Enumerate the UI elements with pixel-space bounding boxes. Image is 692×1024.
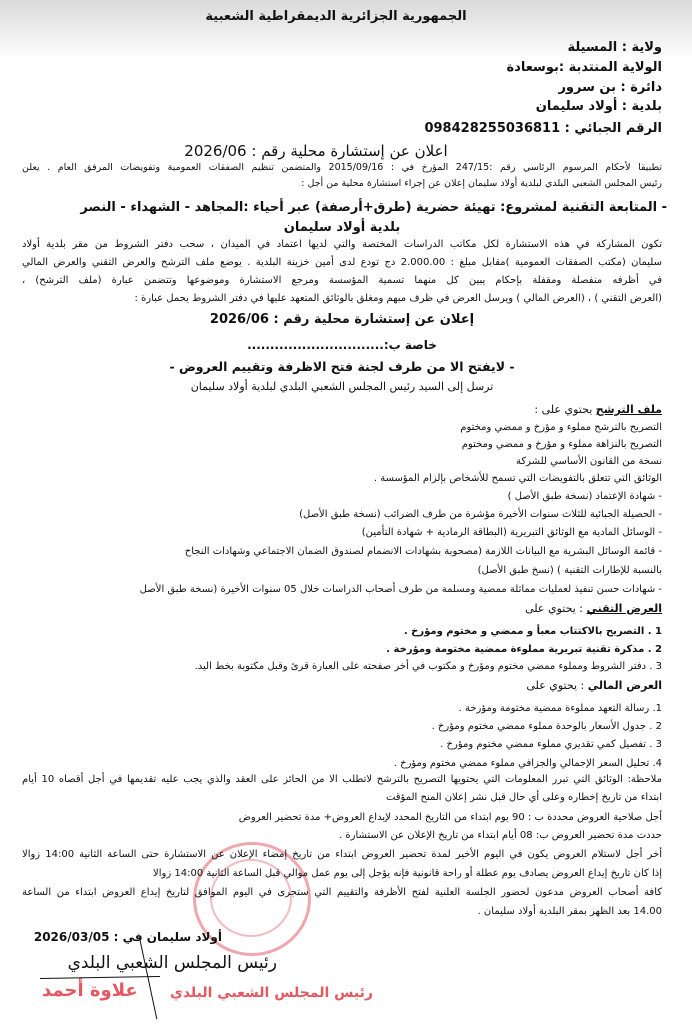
candidacy-item: بالنسبة للإطارات التقنية ) (نسخ طبق الأصل) — [477, 565, 662, 576]
envelope-notice: - لايفتح الا من طرف لجنة فتح الاظرفة وتقييم العروض - — [169, 359, 515, 374]
note-line: أجل صلاحية العروض محددة ب : 90 يوم ابتداء من التاريخ المحدد لإيداع العروض+ مدة تحضير العروض — [238, 812, 662, 823]
candidacy-heading-line — [22, 402, 662, 418]
daira: دائرة : بن سرور — [558, 80, 662, 95]
financial-heading-line — [22, 678, 662, 694]
note-line: أخر أجل لاستلام العروض يكون في اليوم الأخير لمدة تحضير العروض ابتداء من تاريخ إمضاء الإعلان عن الاستشارة حتى الساعة الثانية 14:00 زوالا — [22, 849, 662, 860]
participation-line: تكون المشاركة في هذه الاستشارة لكل مكاتب الدراسات المختصة والتي لديها اعتماد في الميدان ، سحب دفتر الشروط من مقر بلدية أولاد — [22, 239, 662, 250]
republic-heading: الجمهورية الجزائرية الديمقراطية الشعبية — [205, 9, 467, 24]
wilaya: ولاية : المسيلة — [567, 40, 662, 55]
candidacy-item: - الحصيلة الجبائية للثلاث سنوات الأخيرة مؤشرة من طرف الضرائب (نسخة طبق الأصل) — [299, 509, 662, 520]
financial-contains: : يحتوي على — [526, 679, 585, 692]
stamp-role-text: رئيس المجلس الشعبي البلدي — [170, 985, 373, 1001]
financial-item: 4. تحليل السعر الإجمالي والجزافي مملوء ممضي مختوم ومؤرخ . — [393, 758, 662, 769]
commune: بلدية : أولاد سليمان — [535, 99, 662, 114]
intro-line: رئيس المجلس الشعبي البلدي لبلدية أولاد سليمان إعلان عن إجراء استشارة محلية من أجل : — [301, 178, 662, 189]
note-line: 14.00 بعد الظهر بمقر البلدية أولاد سليمان . — [477, 906, 662, 917]
technical-contains: : يحتوي على — [525, 602, 583, 615]
financial-item: 1. رسالة التعهد مملوءة ممضية مختومة ومؤرخة . — [458, 703, 662, 714]
technical-heading: العرض التقني — [586, 602, 662, 615]
signature-stroke — [40, 976, 160, 979]
technical-item: 3 . دفتر الشروط ومملوء ممضي مختوم ومؤرخ و مكتوب في أخر صفحته على العبارة قرئ وقبل مكتوبة بخط اليد. — [194, 661, 662, 672]
envelope-title: إعلان عن إستشارة محلية رقم : 2026/06 — [209, 312, 475, 327]
financial-item: 2 . جدول الأسعار بالوحدة مملوء ممضي مختوم ومؤرخ . — [431, 721, 662, 732]
candidacy-contains: يحتوي على : — [534, 403, 593, 416]
technical-item: 1 . التصريح بالاكتتاب معبأ و ممضي و مختوم ومؤرخ . — [403, 626, 662, 637]
project-commune: بلدية أولاد سليمان — [283, 220, 401, 235]
candidacy-item: نسخة من القانون الأساسي للشركة — [516, 456, 662, 467]
candidacy-item: التصريح بالترشح مملوء و مؤرخ و ممضي ومختوم — [460, 422, 662, 433]
financial-heading: العرض المالي — [587, 679, 662, 692]
signatory-role: رئيس المجلس الشعبي البلدي — [67, 953, 277, 973]
technical-item: 2 . مذكرة تقنية تبريرية مملوءة ممضية مختومة ومؤرخة . — [386, 644, 662, 655]
participation-line: في أظرفه منفصلة ومقفلة بإحكام يبين كل منهما تسمية المؤسسة ومرجع الاستشارة وموضوعها وتتضمن عبارة (ملف الترشح) ، — [22, 275, 662, 286]
candidacy-item: الوثائق التي تتعلق بالتفويضات التي تسمح للأشخاص بإلزام المؤسسة . — [373, 473, 662, 484]
envelope-send-to: ترسل إلى السيد رئيس المجلس الشعبي البلدي لبلدية أولاد سليمان — [190, 380, 494, 393]
candidacy-item: - شهادة الإعتماد (نسخة طبق الأصل ) — [507, 491, 662, 502]
tax-number: الرقم الجبائي : 098428255036811 — [424, 121, 662, 136]
technical-heading-line — [22, 601, 662, 617]
candidacy-item: - الوسائل المادية مع الوثائق التبريرية (البطاقة الرمادية + شهادة التأمين) — [361, 527, 662, 538]
note-line: إذا كان تاريخ إيداع العروض يصادف يوم عطلة أو راحة قانونية فإنه يؤجل إلى يوم عمل موالي قبل الساعة الثانية 14:00 زوالا — [153, 868, 662, 879]
wilaya-delegated: الولاية المنتدبة :بوسعادة — [506, 60, 662, 75]
envelope-special: خاصة ب:.............................. — [247, 338, 437, 352]
announcement-title: اعلان عن إستشارة محلية رقم : 2026/06 — [184, 142, 448, 160]
intro-line: تطبيقا لأحكام المرسوم الرئاسي رقم :247/15 المؤرخ في : 2015/09/16 والمتضمن تنظيم الصفقات العمومية وتفويضات المرفق العام . يعلن — [22, 162, 662, 173]
participation-line: (العرض التقني ) ، (العرض المالي ) ويرسل العرض في ظرف مبهم ومغلق بالوثائق المتعهد عليها في دفتر الشروط يحمل عبارة : — [134, 293, 662, 304]
financial-item: 3 . تفصيل كمي تقديري مملوء ممضي مختوم ومؤرخ . — [440, 739, 662, 750]
note-line: حددت مدة تحضير العروض ب: 08 أيام ابتداء من تاريخ الإعلان عن الاستشارة . — [339, 830, 662, 841]
candidacy-item: التصريح بالنزاهة مملوء و مؤرخ و ممضي ومختوم — [461, 439, 662, 450]
candidacy-heading: ملف الترشح — [595, 403, 662, 416]
signatory-name: علاوة أحمد — [42, 980, 138, 1001]
participation-line: سليمان (مكتب الصفقات العمومية )مقابل مبلغ : 2.000.00 دج تودع لدى أمين خزينة البلدية . يوضع ملف الترشح والعرض التقني والعرض المالي — [22, 257, 662, 268]
place-date: أولاد سليمان في : 2026/03/05 — [33, 930, 222, 944]
candidacy-item: - شهادات حسن تنفيذ لعمليات مماثلة ممضية ومسلمة من طرف أصحاب الدراسات خلال 05 سنوات الأخيرة (نسخة طبق الأصل — [139, 584, 662, 595]
note-line: ابتداء من تاريخ إخطاره وعلى أي حال قبل نشر إعلان المنح المؤقت — [385, 792, 662, 803]
note-line: ملاحظة: الوثائق التي تبرر المعلومات التي يحتويها التصريح بالترشح لاتطلب الا من الحائز على العقد والذي يجب عليه تقديمها في أجل أقصاه 10 أيام — [22, 774, 663, 785]
note-line: كافة أصحاب العروض مدعون لحضور الجلسة العلنية لفتح الأظرفة والتقييم التي ستجرى في اليوم الموافق لتاريخ إيداع العروض ابتداء من الساعة — [22, 887, 662, 898]
project-title: - المتابعة التقنية لمشروع: تهيئة حضرية (طرق+أرصفة) عبر أحياء :المجاهد - الشهداء - النصر — [80, 200, 667, 215]
candidacy-item: - قائمة الوسائل البشرية مع البيانات اللازمة (مصحوبة بشهادات الانضمام لصندوق الضمان الاجتماعي وشهادات النجاح — [184, 546, 662, 557]
